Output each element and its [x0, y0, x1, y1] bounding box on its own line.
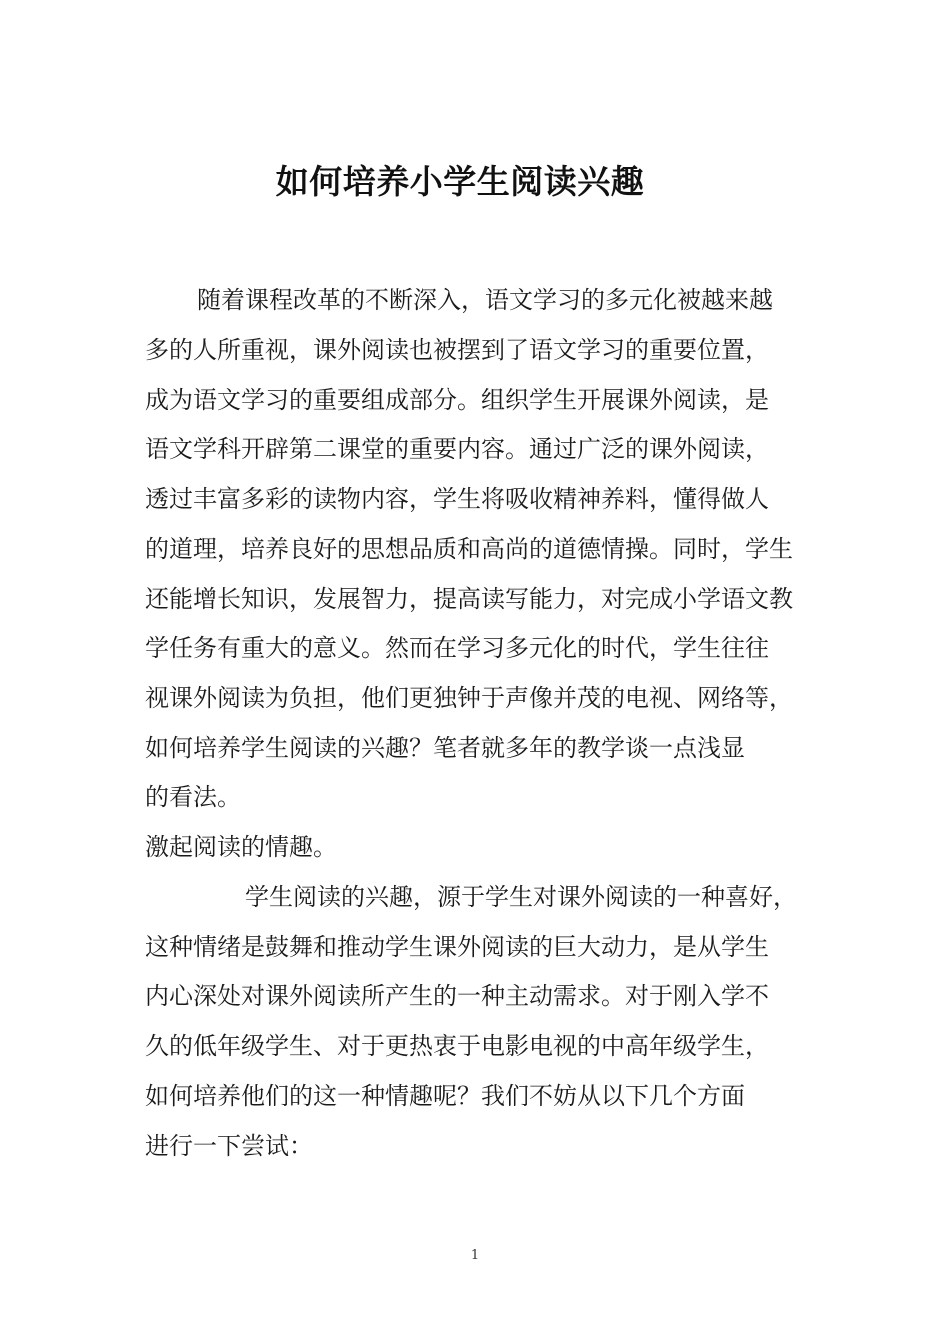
paragraph-line: 成为语文学习的重要组成部分。组织学生开展课外阅读，是: [145, 386, 769, 414]
section-heading: 激起阅读的情趣。: [145, 833, 337, 861]
paragraph-line: 进行一下尝试：: [145, 1132, 313, 1160]
paragraph-line: 学生阅读的兴趣，源于学生对课外阅读的一种喜好，: [245, 883, 797, 911]
paragraph-line: 语文学科开辟第二课堂的重要内容。通过广泛的课外阅读，: [145, 435, 769, 463]
paragraph-line: 学任务有重大的意义。然而在学习多元化的时代，学生往往: [145, 634, 769, 662]
paragraph-line: 随着课程改革的不断深入，语文学习的多元化被越来越: [197, 286, 773, 314]
paragraph-line: 多的人所重视，课外阅读也被摆到了语文学习的重要位置，: [145, 336, 769, 364]
paragraph-line: 的看法。: [145, 783, 241, 811]
paragraph-line: 透过丰富多彩的读物内容，学生将吸收精神养料，懂得做人: [145, 485, 769, 513]
paragraph-line: 这种情绪是鼓舞和推动学生课外阅读的巨大动力，是从学生: [145, 933, 769, 961]
document-title: 如何培养小学生阅读兴趣: [275, 162, 645, 201]
page-number: 1: [470, 1248, 480, 1263]
paragraph-line: 还能增长知识，发展智力，提高读写能力，对完成小学语文教: [145, 585, 793, 613]
paragraph-line: 如何培养学生阅读的兴趣？笔者就多年的教学谈一点浅显: [145, 734, 745, 762]
paragraph-line: 如何培养他们的这一种情趣呢？我们不妨从以下几个方面: [145, 1082, 745, 1110]
paragraph-line: 的道理，培养良好的思想品质和高尚的道德情操。同时，学生: [145, 535, 793, 563]
paragraph-line: 内心深处对课外阅读所产生的一种主动需求。对于刚入学不: [145, 982, 769, 1010]
paragraph-line: 久的低年级学生、对于更热衷于电影电视的中高年级学生，: [145, 1032, 769, 1060]
paragraph-line: 视课外阅读为负担，他们更独钟于声像并茂的电视、网络等，: [145, 684, 793, 712]
